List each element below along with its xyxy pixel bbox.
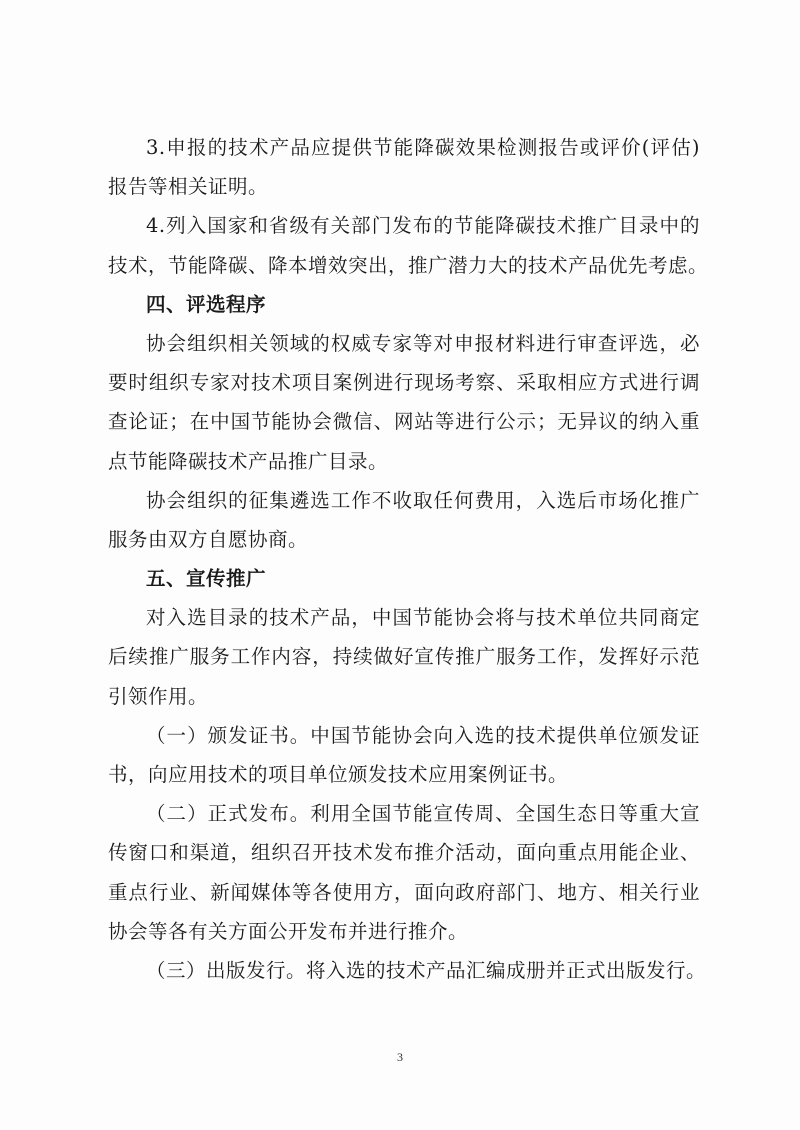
paragraph-line: 传窗口和渠道，组织召开技术发布推介活动，面向重点用能企业、: [108, 841, 700, 865]
section-heading-evaluation: 四、评选程序: [146, 292, 267, 316]
paragraph-line: 协会组织相关领域的权威专家等对申报材料进行审查评选，必: [146, 331, 700, 355]
paragraph-line: 协会等各有关方面公开发布并进行推介。: [108, 919, 469, 943]
document-body: [108, 128, 709, 990]
paragraph-line: 引领作用。: [108, 684, 209, 708]
paragraph-line: 要时组织专家对技术项目案例进行现场考察、采取相应方式进行调: [108, 371, 700, 395]
paragraph-line: 对入选目录的技术产品，中国节能协会将与技术单位共同商定: [146, 606, 700, 630]
paragraph-line: （三）出版发行。将入选的技术产品汇编成册并正式出版发行。: [146, 958, 707, 982]
paragraph-line: 协会组织的征集遴选工作不收取任何费用，入选后市场化推广: [146, 488, 700, 512]
paragraph-line: 4.列入国家和省级有关部门发布的节能降碳技术推广目录中的: [146, 214, 700, 238]
paragraph-line: 重点行业、新闻媒体等各使用方，面向政府部门、地方、相关行业: [108, 880, 700, 904]
paragraph-line: 书，向应用技术的项目单位颁发技术应用案例证书。: [108, 763, 569, 786]
paragraph-line: 技术，节能降碳、降本增效突出，推广潜力大的技术产品优先考虑。: [108, 253, 709, 277]
paragraph-line: 报告等相关证明。: [108, 175, 269, 199]
paragraph-line: 3.申报的技术产品应提供节能降碳效果检测报告或评价(评估): [146, 136, 700, 159]
paragraph-line: （二）正式发布。利用全国节能宣传周、全国生态日等重大宣: [146, 802, 700, 826]
section-heading-promotion: 五、宣传推广: [146, 567, 267, 591]
paragraph-line: 点节能降碳技术产品推广目录。: [108, 449, 389, 473]
paragraph-line: （一）颁发证书。中国节能协会向入选的技术提供单位颁发证: [146, 723, 700, 747]
paragraph-line: 后续推广服务工作内容，持续做好宣传推广服务工作，发挥好示范: [108, 645, 700, 669]
page-number: 3: [397, 1050, 403, 1064]
paragraph-line: 服务由双方自愿协商。: [108, 527, 309, 551]
paragraph-line: 查论证；在中国节能协会微信、网站等进行公示；无异议的纳入重: [108, 410, 700, 434]
